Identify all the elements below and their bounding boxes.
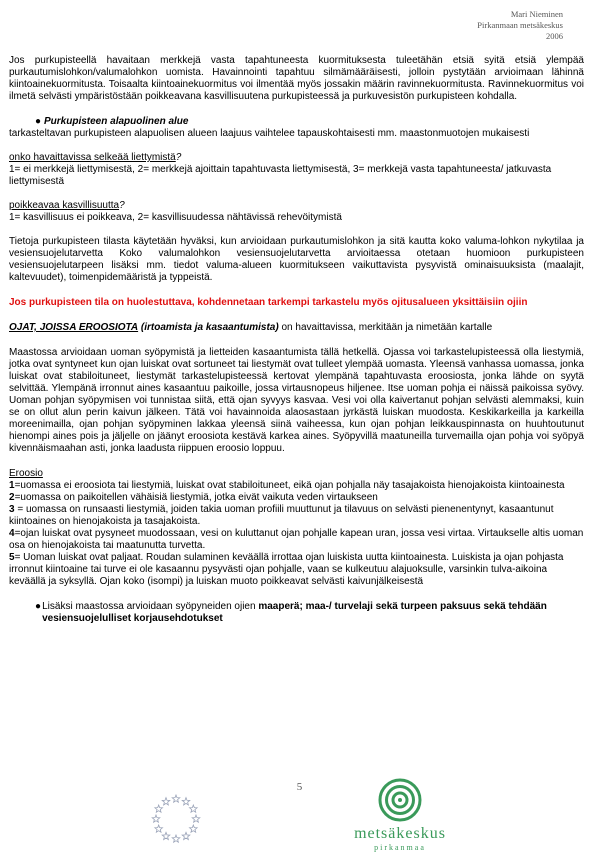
logo-wordmark: metsäkeskus	[354, 825, 446, 842]
bullet-dot-icon: ●	[35, 116, 42, 127]
eu-star-icon	[192, 815, 200, 822]
erosion-scale-item	[9, 552, 584, 588]
page-number: 5	[296, 781, 303, 793]
intro-paragraph: Jos purkupisteellä havaitaan merkkejä vasta tapahtuneesta kuormituksesta tuleetähän etsiä syitä etsiä ylempää purkautumislohkon/valumalohkon uomista. Havainnointi tapahtuu silmämääräisesti, jolloin pystytään arvioimaan lähinnä kiintoainekuormitusta. Toisaalta kiintoainekuormitus voi ilmentää myös jossakin määrin ravinnekuormitusta. Ravinnekuormitus voi ilmetä selvästi ympäristöstään poikkeavana kasvillisuutena purkupisteessä ja purkuvesistön purkupisteen kohdalla.	[9, 55, 584, 102]
ditches-heading-paren: (irtoamista ja kasaantumista)	[140, 322, 279, 333]
ditches-heading	[9, 322, 584, 334]
vegetation-question-options: 1= kasvillisuus ei poikkeava, 2= kasvillisuudessa nähtävissä rehevöitymistä	[9, 212, 342, 223]
eu-star-icon	[190, 805, 198, 812]
header-org: Pirkanmaan metsäkeskus	[477, 20, 563, 30]
erosion-question-mark: ?	[175, 152, 182, 163]
summary-paragraph: Tietoja purkupisteen tilasta käytetään hyväksi, kun arvioidaan purkautumislohkon ja sitä kautta koko valuma-lohkon nykytilaa ja vesiensuojelutarvetta Koko valumalohkon vesiensuojelutarvetta arvioitaessa otetaan huomioon purkupisteen vesiensuojelutarpeen lisäksi mm. tiedot valuma-alueen kuormitukseen vaikuttavista pysyvistä ominaisuuksista (maalajit, kaltevuudet), toimenpidemääristä ja typpeistä.	[9, 236, 584, 283]
erosion-scale-heading: Eroosio	[9, 468, 43, 479]
warning-text: Jos purkupisteen tila on huolestuttava, kohdennetaan tarkempi tarkastelu myös ojitusalueen yksittäisiin ojiin	[9, 297, 528, 308]
document-body	[9, 55, 584, 625]
bullet-dot-icon: ●	[35, 601, 42, 612]
eu-star-icon	[152, 815, 160, 822]
metsakeskus-logo	[340, 778, 460, 852]
eu-star-icon	[155, 805, 163, 812]
erosion-scale-item	[9, 504, 584, 528]
eu-star-icon	[172, 835, 180, 842]
header-year: 2006	[546, 31, 563, 41]
erosion-scale-number: 4	[9, 528, 15, 539]
erosion-scale-item	[9, 528, 584, 552]
erosion-scale-number: 5	[9, 552, 15, 563]
eu-star-icon	[182, 832, 190, 839]
erosion-scale-list	[9, 480, 584, 588]
bullet-below-area	[9, 116, 584, 128]
ditches-heading-rest: on havaittavissa, merkitään ja nimetään kartalle	[281, 322, 493, 333]
eu-star-icon	[162, 832, 170, 839]
eu-star-icon	[162, 798, 170, 805]
erosion-question-options: 1= ei merkkejä liettymisestä, 2= merkkejä ajoittain tapahtuvasta liettymisestä, 3= merkkejä vasta tapahtuneesta/ jatkuvasta liettymisestä	[9, 164, 552, 187]
metsakeskus-logo-icon	[378, 778, 422, 822]
bullet-below-title: Purkupisteen alapuolinen alue	[44, 116, 189, 127]
erosion-scale-number: 2	[9, 492, 15, 503]
erosion-scale-item	[9, 492, 584, 504]
erosion-scale-text: =uomassa on paikoitellen vähäisiä liestymiä, jotka eivät vaikuta veden virtaukseen	[14, 492, 378, 503]
eu-star-icon	[172, 795, 180, 802]
vegetation-question-mark: ?	[119, 200, 125, 211]
erosion-scale-text: = Uoman luiskat ovat paljaat. Roudan sulaminen keväällä irrottaa ojan luiskista uutta kiintoainesta. Luiskista ja ojan pohjasta irronnut kiintoaine tai turve ei ole kasaannu pysyvästi ojan pohjalle, vaan se kulkeutuu alajuoksulle, varsinkin tulva-aikoina keväällä ja syksyllä. Ojan koko (isompi) ja luiskan muoto poikkeavat selvästi kaivunjälkeisestä	[9, 552, 564, 587]
eu-flag-icon	[150, 793, 202, 845]
below-area-text: tarkasteltavan purkupisteen alapuolisen alueen laajuus vaihtelee tapauskohtaisesti mm. maastonmuotojen mukaisesti	[9, 128, 530, 139]
eu-star-icon	[182, 798, 190, 805]
erosion-scale-text: =ojan luiskat ovat pysyneet muodossaan, vesi on kuluttanut ojan pohjalle kapean uran, jossa vesi virtaa. Virtaukselle altis uoman osa on hienojakoista tai maatunutta turvetta.	[9, 528, 584, 551]
page-header	[477, 9, 563, 42]
vegetation-question	[9, 200, 584, 212]
final-bullet-text	[42, 601, 584, 625]
header-author: Mari Nieminen	[510, 9, 563, 19]
erosion-scale-item	[9, 480, 584, 492]
erosion-scale-number: 1	[9, 480, 15, 491]
erosion-question	[9, 152, 584, 164]
bullet-final	[9, 601, 584, 625]
logo-subtitle: pirkanmaa	[374, 843, 426, 852]
eu-star-icon	[190, 825, 198, 832]
erosion-scale-text: =uomassa ei eroosiota tai liestymiä, luiskat ovat stabiloituneet, eikä ojan pohjalla näy tasajakoista hienojakoista kiintoainesta	[14, 480, 565, 491]
final-bullet-bold: maaperä; maa-/ turvelaji sekä turpeen paksuus sekä tehdään vesiensuojelulliset korjausehdotukset	[42, 601, 547, 624]
erosion-question-label: onko havaittavissa selkeää liettymistä	[9, 152, 176, 163]
erosion-scale-number: 3	[9, 504, 15, 515]
erosion-scale-text: = uomassa on runsaasti liestymiä, joiden takia uoman profiili muuttunut ja tilavuus on selvästi pienenentynyt, kasaantunut kiintoaines on hienojakoista ja tasajakoista.	[9, 504, 554, 527]
final-bullet-normal: Lisäksi maastossa arvioidaan syöpyneiden ojien	[42, 601, 259, 612]
ditches-heading-title: OJAT, JOISSA EROOSIOTA	[9, 322, 139, 333]
eu-star-icon	[155, 825, 163, 832]
field-assessment-paragraph: Maastossa arvioidaan uoman syöpymistä ja lietteiden kasaantumista tällä hetkellä. Ojassa voi tarkastelupisteessä olla liestymiä, jotka ovat syntyneet kun ojan luiskat ovat sortuneet tai liestymät ovat tulleet ylempää uomasta. Yleensä vanhassa uomassa, jonka luiskat ovat stabiloituneet, liestymät tarkastelupisteessä kertovat ylempänä tapahtuvasta eroosiosta, jonka lähde on syytä selvittää. Ylempänä irronnut aines kasaantuu paikoille, jossa virtausnopeus hiljenee. Itse uoman pohja ei näissä paikoissa syövy. Uoman pohjan syöpymisen voi tunnistaa siitä, että ojan syvyys kasvaa. Vesi voi olla kaivertanut pohjan selvästi alemmaksi, kuin se on ollut alun perin kaivun jälkeen. Tätä voi havainnoida alaosastaan jyrkästä luiskan muodosta. Keskikarkeilla ja karkeilla moreenimailla, ojan pohjan syöpyminen lakkaa yleensä siinä vaiheessa, kun ojan pohjan leikkauspinnasta on huuhtoutunut hienompi aines pois ja jäljelle on jäänyt eroosiota kestävä karkea aines. Syöpyvillä maatuneilla turvemailla ojan pohja voi syöpyä kivennäismaahan asti, jonka laadusta riippuen eroosio loppuu.	[9, 347, 584, 454]
vegetation-question-label: poikkeavaa kasvillisuutta	[9, 200, 120, 211]
